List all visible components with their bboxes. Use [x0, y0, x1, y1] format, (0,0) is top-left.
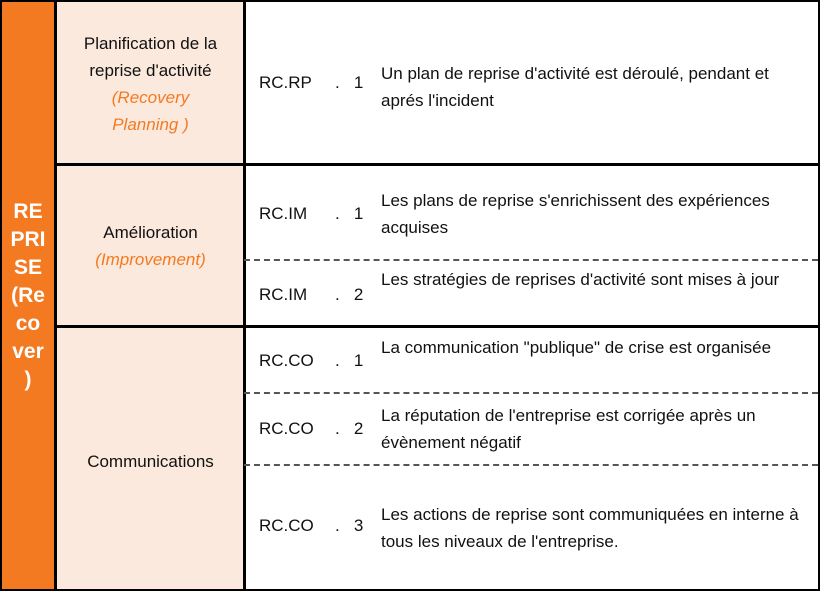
code-sep: . [335, 419, 340, 438]
code-sep: . [335, 73, 340, 92]
code-num: 2 [353, 419, 364, 438]
subcategory-code [259, 285, 363, 305]
subcategory-code [259, 204, 363, 224]
table-row [247, 328, 818, 392]
category-cell-improvement [57, 165, 244, 327]
table-row [247, 466, 818, 589]
category-label-fr: Planification de la reprise d'activité [83, 33, 218, 80]
code-id: RC.CO [259, 351, 314, 370]
code-sep: . [335, 351, 340, 370]
code-id: RC.RP [259, 73, 312, 92]
subcategory-code [259, 419, 363, 439]
code-id: RC.IM [259, 204, 308, 223]
code-id: RC.CO [259, 419, 314, 438]
function-label: RE PRI SE (Re co ver ) [10, 199, 46, 391]
code-sep: . [335, 285, 340, 304]
code-num: 2 [353, 285, 364, 304]
category-cell-recovery-planning [57, 2, 244, 165]
code-num: 1 [353, 73, 364, 92]
code-num: 1 [353, 204, 364, 223]
subcategory-description: Un plan de reprise d'activité est déroulé, pendant et aprés l'incident [381, 64, 769, 110]
subcategory-description: La réputation de l'entreprise est corrigée après un évènement négatif [381, 406, 756, 452]
category-cell-communications [57, 327, 244, 589]
code-sep: . [335, 204, 340, 223]
subcategory-description: La communication "publique" de crise est organisée [381, 338, 772, 357]
code-num: 1 [353, 351, 364, 370]
category-label-en: (Recovery Planning ) [111, 87, 190, 134]
column-divider [54, 2, 57, 589]
table-row [247, 394, 818, 464]
code-id: RC.IM [259, 285, 308, 304]
subcategory-code [259, 516, 363, 536]
category-label-en: (Improvement) [95, 250, 206, 269]
table-row [247, 166, 818, 259]
subcategory-description: Les plans de reprise s'enrichissent des expériences acquises [381, 191, 770, 237]
subcategory-code [259, 73, 363, 93]
function-cell-recover [2, 2, 57, 589]
category-label-fr: Amélioration [103, 223, 198, 242]
code-num: 3 [353, 516, 364, 535]
column-divider [243, 2, 246, 589]
category-label-fr: Communications [87, 451, 214, 471]
subcategory-description: Les actions de reprise sont communiquées en interne à tous les niveaux de l'entreprise. [381, 505, 799, 551]
table-row [247, 2, 818, 163]
code-sep: . [335, 516, 340, 535]
table-row [247, 261, 818, 325]
code-id: RC.CO [259, 516, 314, 535]
subcategory-code [259, 351, 363, 371]
subcategory-description: Les stratégies de reprises d'activité sont mises à jour [381, 270, 780, 289]
